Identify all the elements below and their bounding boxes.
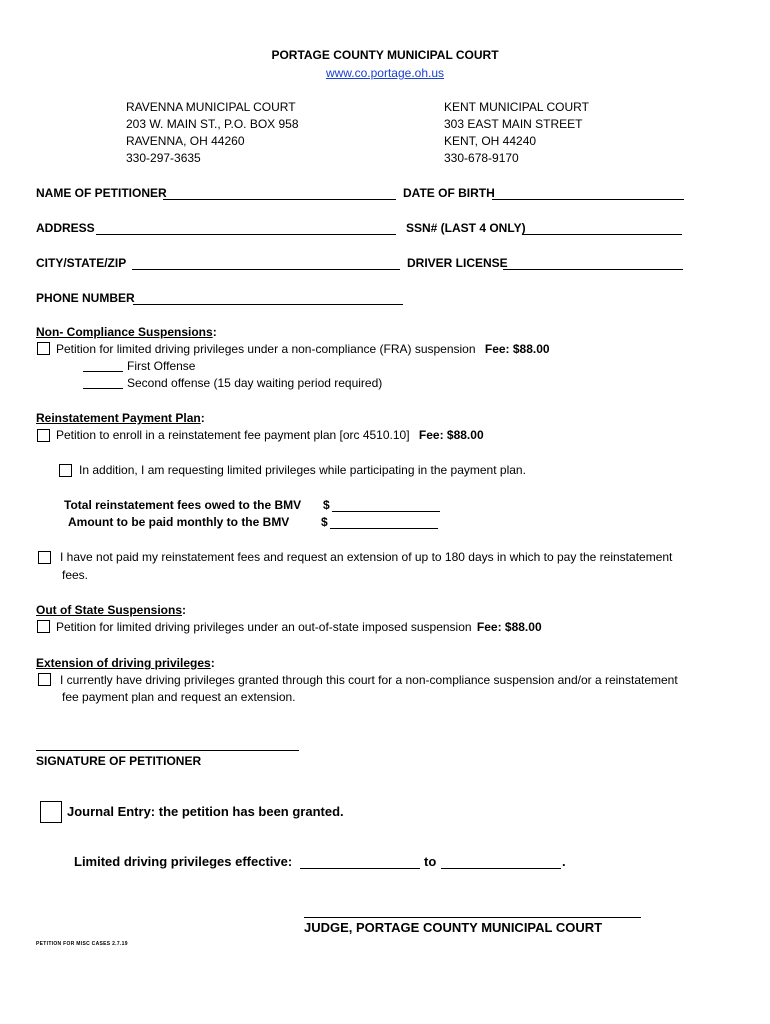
ravenna-address: 203 W. MAIN ST., P.O. BOX 958 [126,117,299,131]
out-of-state-heading: Out of State Suspensions: [36,603,187,617]
to-label: to [424,854,437,869]
reinstatement-heading: Reinstatement Payment Plan: [36,411,205,425]
non-compliance-heading: Non- Compliance Suspensions: [36,325,217,339]
period-mark: . [562,854,566,869]
address-field[interactable] [96,234,396,235]
ravenna-court-block [126,99,299,167]
total-fees-field[interactable] [332,511,440,512]
court-title: PORTAGE COUNTY MUNICIPAL COURT [271,48,499,62]
out-of-state-row [56,619,542,636]
reinstatement-fee: Fee: $88.00 [418,428,484,442]
address-label: ADDRESS [36,221,95,235]
judge-signature-line[interactable] [304,917,641,918]
extension-checkbox[interactable] [38,673,51,686]
kent-court-block [444,99,589,167]
petitioner-name-label: NAME OF PETITIONER [36,186,167,200]
second-offense-blank[interactable] [83,388,123,389]
website-link[interactable]: www.co.portage.oh.us [325,66,445,80]
court-website[interactable] [0,65,770,82]
non-compliance-row [56,341,550,358]
ssn-field[interactable] [522,234,682,235]
city-state-zip-label: CITY/STATE/ZIP [36,256,127,270]
non-compliance-checkbox[interactable] [37,342,50,355]
ravenna-phone: 330-297-3635 [126,151,201,165]
monthly-amount-label: Amount to be paid monthly to the BMV [68,515,290,529]
city-state-zip-field[interactable] [132,269,400,270]
payment-plan-privileges-text: In addition, I am requesting limited privileges while participating in the payment plan. [79,463,526,477]
out-of-state-checkbox[interactable] [37,620,50,633]
petitioner-name-field[interactable] [163,199,396,200]
dob-label: DATE OF BIRTH [403,186,495,200]
total-fees-label: Total reinstatement fees owed to the BMV [64,498,302,512]
non-compliance-text: Petition for limited driving privileges under a non-compliance (FRA) suspension [56,342,476,356]
driver-license-field[interactable] [503,269,683,270]
form-code: PETITION FOR MISC CASES 2.7.19 [36,941,128,947]
extension-heading: Extension of driving privileges: [36,656,215,670]
journal-entry-checkbox[interactable] [40,801,62,823]
total-fees-dollar: $ [323,498,330,512]
judge-label: JUDGE, PORTAGE COUNTY MUNICIPAL COURT [304,920,603,935]
dob-field[interactable] [492,199,684,200]
journal-entry-text: Journal Entry: the petition has been granted. [67,804,344,819]
reinstatement-row [56,427,484,444]
non-compliance-fee: Fee: $88.00 [484,342,550,356]
extension-line1: I currently have driving privileges granted through this court for a non-compliance suspension and/or a reinstatement [60,673,678,687]
effective-label: Limited driving privileges effective: [74,854,293,869]
fee-extension-checkbox[interactable] [38,551,51,564]
ravenna-city: RAVENNA, OH 44260 [126,134,245,148]
kent-city: KENT, OH 44240 [444,134,537,148]
phone-field[interactable] [133,304,403,305]
ssn-label: SSN# (LAST 4 ONLY) [406,221,526,235]
petitioner-signature-line[interactable] [36,750,299,751]
effective-start-field[interactable] [300,868,420,869]
fee-extension-line2: fees. [62,568,89,582]
driver-license-label: DRIVER LICENSE [407,256,508,270]
out-of-state-text: Petition for limited driving privileges under an out-of-state imposed suspension [56,620,472,634]
kent-name: KENT MUNICIPAL COURT [444,100,589,114]
out-of-state-fee: Fee: $88.00 [476,620,542,634]
monthly-amount-dollar: $ [321,515,328,529]
second-offense-label: Second offense (15 day waiting period required) [127,376,383,390]
payment-plan-privileges-checkbox[interactable] [59,464,72,477]
kent-phone: 330-678-9170 [444,151,519,165]
effective-end-field[interactable] [441,868,561,869]
monthly-amount-field[interactable] [330,528,438,529]
extension-line2: fee payment plan and request an extension. [62,690,296,704]
reinstatement-text: Petition to enroll in a reinstatement fee payment plan [orc 4510.10] [56,428,410,442]
ravenna-name: RAVENNA MUNICIPAL COURT [126,100,296,114]
first-offense-blank[interactable] [83,371,123,372]
first-offense-label: First Offense [127,359,196,373]
kent-address: 303 EAST MAIN STREET [444,117,583,131]
signature-label: SIGNATURE OF PETITIONER [36,754,202,768]
phone-label: PHONE NUMBER [36,291,135,305]
fee-extension-line1: I have not paid my reinstatement fees and request an extension of up to 180 days in which to pay the reinstatement [60,550,673,564]
reinstatement-checkbox[interactable] [37,429,50,442]
